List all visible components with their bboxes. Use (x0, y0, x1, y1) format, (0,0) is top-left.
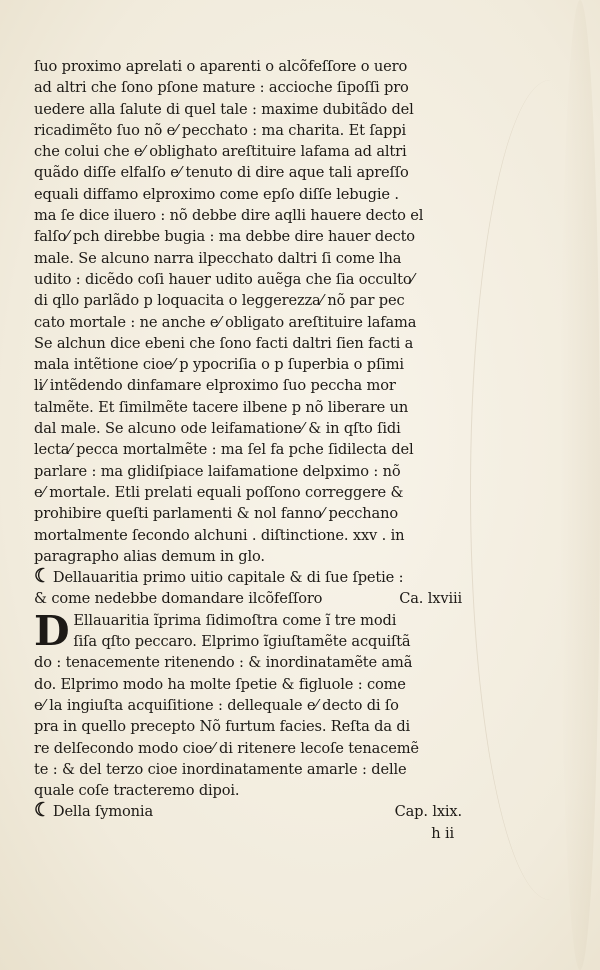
text-line: prohibire queſti parlamenti & nol fanno⁄ pecchano (34, 505, 398, 523)
text-line: equali diffamo elproximo come epſo diſſe lebugie . (34, 185, 399, 203)
initial-text (73, 610, 410, 653)
next-chapter-number: Cap. lxix. (394, 803, 462, 821)
text-line: male. Se alcuno narra ilpecchato daltri ſi come lha (34, 249, 402, 267)
text-line: cato mortale : ne anche e⁄ obligato areſtituire lafama (34, 313, 417, 331)
text-line: ricadimẽto ſuo nõ e⁄ pecchato : ma charita. Et ſappi (34, 121, 407, 139)
text-line: e⁄ mortale. Etli prelati equali poſſono correggere & (34, 483, 404, 501)
chapter-heading-line (34, 588, 462, 609)
page-edge-shadow (560, 0, 600, 970)
text-line: ſiſa qſto peccaro. Elprimo ĩgiuſtamẽte acquiſtã (73, 633, 411, 651)
initial-block (34, 606, 462, 655)
text-line: quale coſe tracteremo dipoi. (34, 782, 240, 800)
text-line: li⁄ intẽdendo dinfamare elproximo ſuo peccha mor (34, 377, 396, 395)
chapter-number: Ca. lxviii (399, 590, 462, 608)
text-line: di qllo parlãdo p loquacita o leggerezza⁄ nõ par pec (34, 292, 405, 310)
page-stain (470, 80, 600, 900)
text-line: paragrapho alias demum in glo. (34, 547, 265, 565)
text-line: parlare : ma glidiſpiace laifamatione delpximo : nõ (34, 462, 401, 480)
text-line: quãdo diſſe elfalſo e⁄ tenuto di dire aque tali apreſſo (34, 164, 409, 182)
text-line: dal male. Se alcuno ode leifamatione⁄ & in qſto ſidi (34, 420, 401, 438)
text-line: ad altri che ſono pſone mature : accioche ſipoſſi pro (34, 79, 409, 97)
next-chapter-title-group (34, 801, 153, 822)
text-line: lecta⁄ pecca mortalmẽte : ma ſel fa pche ſidilecta del (34, 441, 414, 459)
next-chapter-title: Della ſymonia (52, 803, 153, 821)
text-line: Se alchun dice ebeni che ſono facti daltri ſien facti a (34, 334, 414, 352)
text-line: do : tenacemente ritenendo : & inordinatamẽte amã (34, 654, 413, 672)
text-line: falſo⁄ pch direbbe bugia : ma debbe dire hauer decto (34, 228, 415, 246)
text-line: te : & del terzo cioe inordinatamente amarle : delle (34, 760, 407, 778)
paragraph-mark-icon: ☾ (34, 567, 51, 588)
text-line: mortalmente ſecondo alchuni . diſtinctione. xxv . in (34, 526, 405, 544)
text-line: ſuo proximo aprelati o aparenti o alcõfeſſore o uero (34, 58, 408, 75)
chapter-heading-subtitle: & come nedebbe domandare ilcõfeſſoro (34, 590, 323, 608)
signature-mark: h ii (431, 824, 454, 842)
text-column (34, 56, 462, 844)
text-line: mala intẽtione cioe⁄ p ypocriſia o p ſuperbia o pſimi (34, 356, 404, 374)
decorated-initial: D (34, 606, 70, 655)
text-line: ma ſe dice iluero : nõ debbe dire aqlli hauere decto el (34, 207, 424, 225)
text-line: uedere alla ſalute di quel tale : maxime dubitãdo del (34, 100, 414, 118)
text-line: re delſecondo modo cioe⁄ di ritenere lecoſe tenacemẽ (34, 739, 419, 757)
text-line: pra in quello precepto Nõ furtum facies. Reſta da di (34, 718, 411, 736)
chapter-heading-title: Dellauaritia primo uitio capitale & di ſue ſpetie : (52, 569, 404, 587)
chapter-heading-line (34, 567, 462, 588)
text-line: che colui che e⁄ oblighato areſtituire lafama ad altri (34, 143, 407, 161)
text-line: udito : dicẽdo coſi hauer udito auẽga che ſia occulto⁄ (34, 270, 414, 288)
text-line: talmẽte. Et ſimilmẽte tacere ilbene p nõ liberare un (34, 398, 409, 416)
paragraph-mark-icon: ☾ (34, 801, 51, 822)
text-line: do. Elprimo modo ha molte ſpetie & figluole : come (34, 675, 406, 693)
text-line: Ellauaritia ĩprima ſidimoſtra come ĩ tre modi (73, 611, 397, 629)
text-line: e⁄ la ingiuſta acquiſitione : dellequale e⁄ decto di ſo (34, 696, 399, 714)
next-chapter-heading (34, 801, 462, 822)
